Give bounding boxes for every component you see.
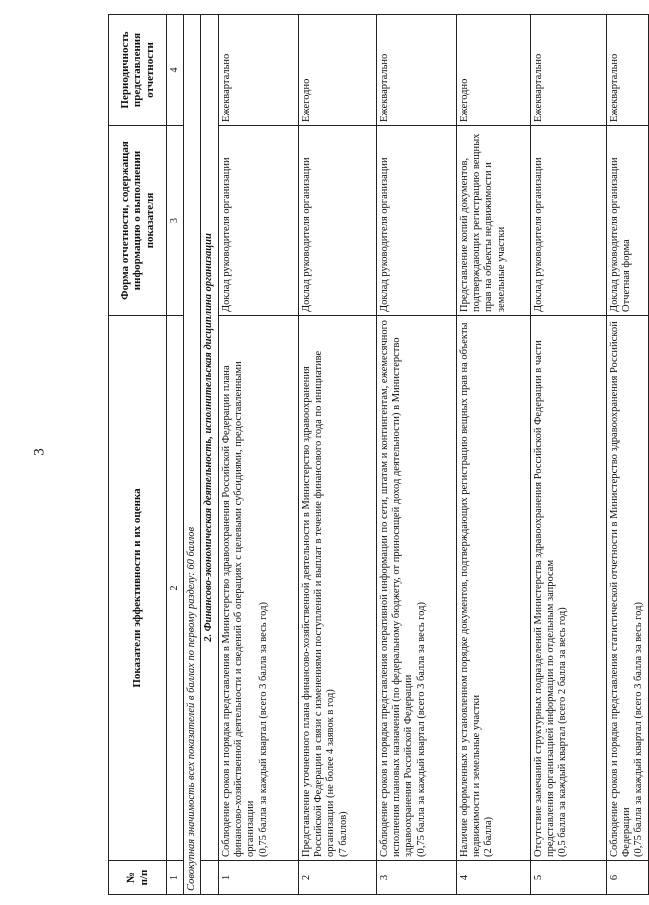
section-title: 2. Финансово-экономическая деятельность, исполнительская дисциплина организации	[201, 15, 218, 861]
row-indicator	[298, 316, 376, 861]
header-period: Периодичность представления отчетности	[109, 15, 167, 126]
row-period: Ежеквартально	[530, 15, 606, 126]
row-indicator	[376, 316, 456, 861]
indicator-score: (7 баллов)	[337, 811, 349, 857]
header-num: № п/п	[109, 861, 167, 895]
row-num: 4	[456, 861, 530, 895]
rotated-page	[108, 15, 645, 895]
indicator-score: (0,5 балла за каждый квартал (всего 2 балла за весь год)	[557, 607, 569, 857]
indicator-text: Соблюдение сроков и порядка представления оперативной информации по сети, штатам и контингентам, ежемесячного исполнения плановых назначений (по федеральному бюджету, от приносящей доход деятельности) в Министерство здравоохранения Российской Федерации	[378, 320, 415, 857]
indicator-text: Соблюдение сроков и порядка представления статистической отчетности в Министерство здравоохранения Российской Федерации	[608, 321, 632, 857]
row-num: 6	[606, 861, 648, 895]
row-form	[606, 126, 648, 316]
header-row	[109, 15, 167, 895]
row-period: Ежеквартально	[218, 15, 298, 126]
row-indicator	[606, 316, 648, 861]
indicator-score: (0,75 балла за каждый квартал (всего 3 балла за весь год)	[415, 602, 427, 857]
page-number: 3	[31, 448, 48, 456]
row-num: 2	[298, 861, 376, 895]
row-form: Доклад руководителя организации	[298, 126, 376, 316]
table-row	[456, 15, 530, 895]
row-form: Доклад руководителя организации	[218, 126, 298, 316]
colnum-2: 2	[167, 316, 184, 861]
colnum-4: 4	[167, 15, 184, 126]
header-indicator: Показатели эффективности и их оценка	[109, 316, 167, 861]
section-row	[201, 15, 218, 895]
table-row	[530, 15, 606, 895]
row-num: 5	[530, 861, 606, 895]
indicator-text: Представление уточненного плана финансово-хозяйственной деятельности в Министерство здравоохранения Российской Федерации в связи с изменениями поступлений и выплат в течение финансового года по инициативе организации (не более 4 заявок в год)	[300, 350, 337, 857]
row-indicator	[456, 316, 530, 861]
indicator-text: Соблюдение сроков и порядка представления в Министерство здравоохранения Российской Федерации плана финансово-хозяйственной деятельности и сведений об операциях с целевыми субсидиями, предоставленными организации	[220, 361, 257, 857]
row-period: Ежегодно	[456, 15, 530, 126]
row-period: Ежеквартально	[606, 15, 648, 126]
row-form: Представление копий документов, подтверждающих регистрацию вещных прав на объекты недвижимости и земельные участки	[456, 126, 530, 316]
row-form: Доклад руководителя организации	[376, 126, 456, 316]
row-period: Ежеквартально	[376, 15, 456, 126]
table-row	[218, 15, 298, 895]
column-numbers-row	[167, 15, 184, 895]
header-form: Форма отчетности, содержащая информацию о выполнении показателя	[109, 126, 167, 316]
indicator-text: Отсутствие замечаний структурных подразделений Министерства здравоохранения Российской Федерации в части представления организацией информации по отдельным запросам	[532, 340, 556, 857]
row-indicator	[218, 316, 298, 861]
colnum-3: 3	[167, 126, 184, 316]
row-form: Доклад руководителя организации	[530, 126, 606, 316]
indicator-score: (0,75 балла за каждый квартал (всего 3 балла за весь год)	[633, 602, 645, 857]
form-text-2: Отчетная форма	[620, 239, 632, 312]
colnum-1: 1	[167, 861, 184, 895]
row-period: Ежегодно	[298, 15, 376, 126]
total-score-text: Совокупная значимость всех показателей в баллах по первому разделу: 60 баллов	[183, 15, 200, 895]
row-indicator	[530, 316, 606, 861]
indicator-score: (0,75 балла за каждый квартал (всего 3 балла за весь год)	[257, 602, 269, 857]
row-num: 3	[376, 861, 456, 895]
table-row	[376, 15, 456, 895]
form-text: Доклад руководителя организации	[608, 157, 620, 312]
table-row	[298, 15, 376, 895]
table-row	[606, 15, 648, 895]
indicator-score: (2 балла)	[483, 816, 495, 857]
section-num-cell	[201, 861, 218, 895]
total-row	[183, 15, 200, 895]
row-num: 1	[218, 861, 298, 895]
indicator-text: Наличие оформленных в установленном порядке документов, подтверждающих регистрацию вещных прав на объекты недвижимости и земельные участки	[458, 322, 482, 857]
indicators-table	[108, 14, 649, 895]
